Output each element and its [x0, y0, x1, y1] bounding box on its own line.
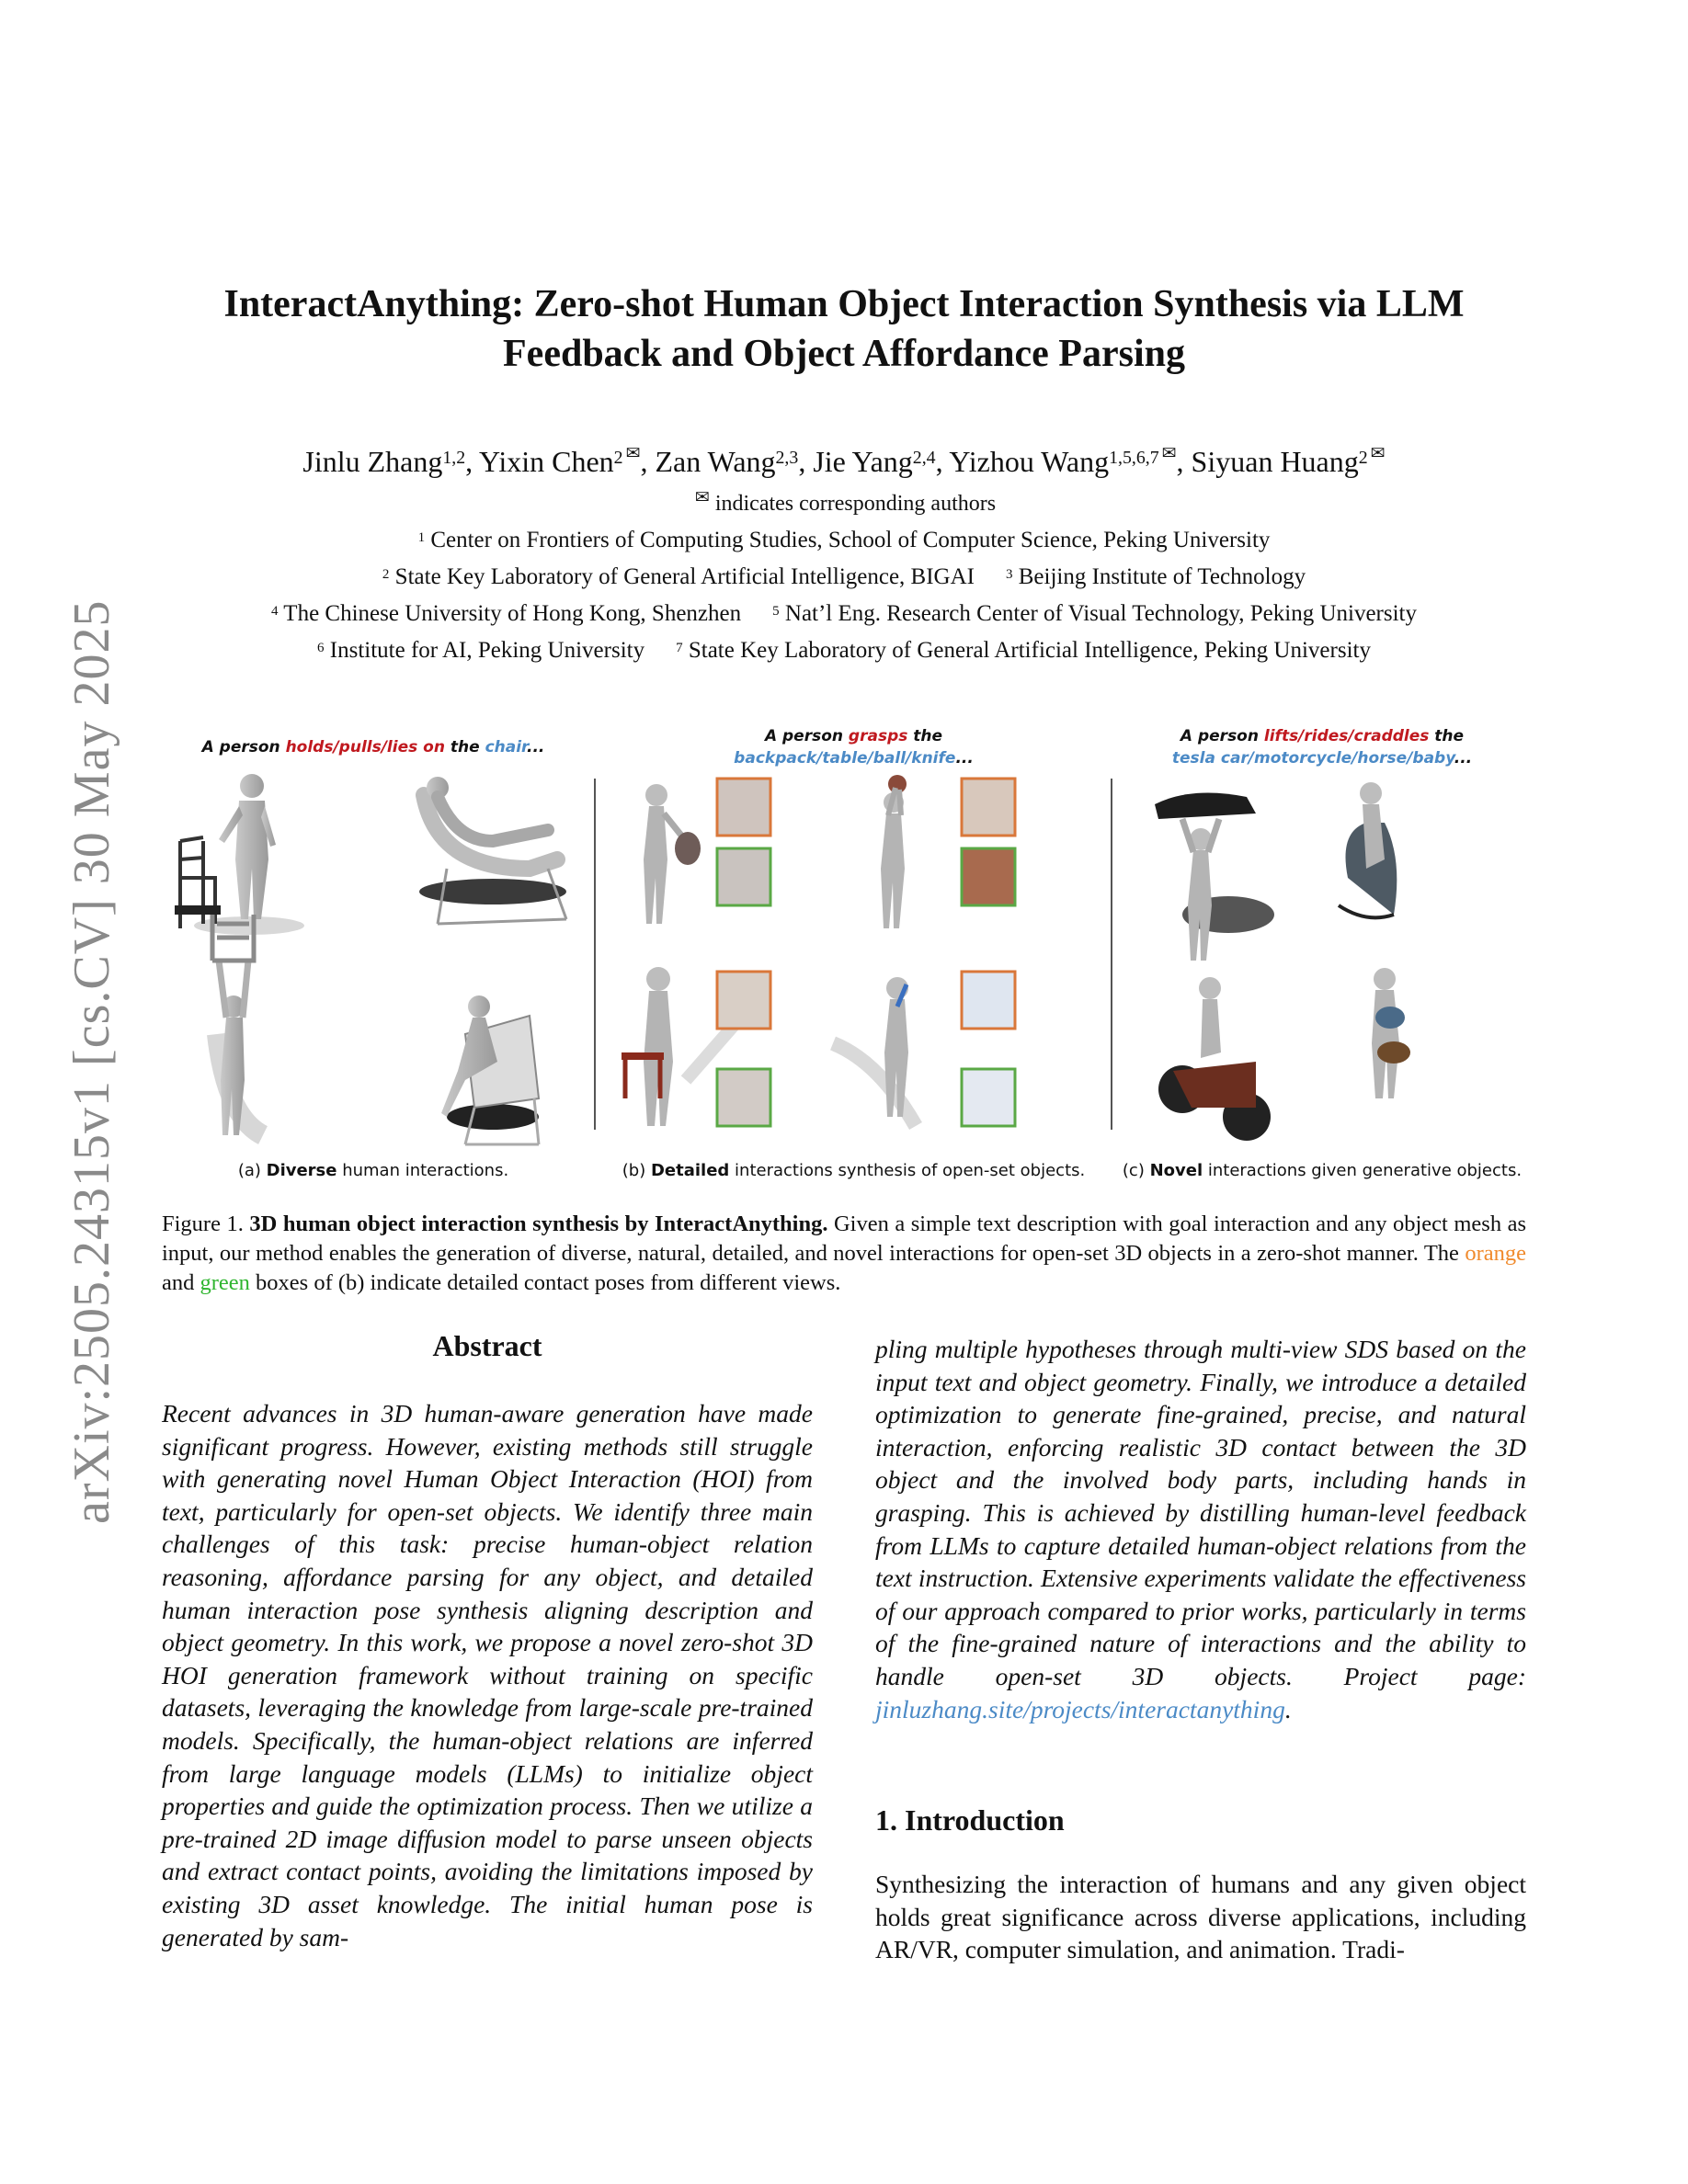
- affiliation-line-2: [129, 563, 1559, 592]
- contact-view-box-orange: [717, 779, 770, 836]
- affiliation-number: 1: [417, 530, 426, 545]
- panel-divider: [1111, 779, 1112, 1130]
- author-affiliation-number: 2: [613, 448, 623, 468]
- envelope-icon: ✉: [1370, 444, 1386, 463]
- figure-caption-bold: 3D human object interaction synthesis by InteractAnything.: [249, 1211, 828, 1236]
- envelope-icon: ✉: [625, 444, 641, 463]
- author-name: Yixin Chen: [478, 445, 614, 478]
- figure-label: Figure 1.: [162, 1211, 244, 1236]
- figure-1: [162, 727, 1526, 1190]
- affiliation-number: 2: [382, 567, 390, 582]
- corresponding-note-text: indicates corresponding authors: [714, 492, 997, 516]
- introduction-text: Synthesizing the interaction of humans and any given object holds great significance across diverse applications, including AR/VR, computer simulation, and animation. Tradi-: [875, 1870, 1526, 1964]
- author: Jie Yang$^{2,4}$,: [813, 445, 950, 478]
- corresponding-note: [129, 489, 1559, 520]
- affiliation-line-4: [129, 636, 1559, 665]
- figure-panel-c: [1118, 727, 1526, 1190]
- figure-panel-a: [162, 731, 585, 1190]
- author-name: Yizhou Wang: [949, 445, 1110, 478]
- abstract-heading: Abstract: [432, 1329, 542, 1362]
- envelope-icon: ✉: [1161, 444, 1177, 463]
- panel-divider: [594, 779, 596, 1130]
- human-figure: [1339, 782, 1397, 917]
- affiliation-text: State Key Laboratory of General Artificial Intelligence, Peking University: [682, 638, 1371, 663]
- author: Yizhou Wang$^{1,5,6,7}$ ✉,: [949, 445, 1191, 478]
- contact-view-box-green: [962, 1069, 1015, 1126]
- human-figure: [1155, 793, 1274, 961]
- author-name: Siyuan Huang: [1191, 445, 1359, 478]
- affiliation-line-3: [129, 599, 1559, 629]
- panel-a-caption: (a) Diverse human interactions.: [237, 1161, 509, 1180]
- author-affiliation-number: 2,4: [912, 448, 936, 468]
- human-figure: [419, 777, 566, 924]
- paper-title: InteractAnything: Zero-shot Human Object Interaction Synthesis via LLM Feedback and Object Affordance Parsing: [223, 283, 1465, 375]
- affiliation-number: 3: [1005, 567, 1013, 582]
- author-name: Jinlu Zhang: [302, 445, 443, 478]
- contact-view-box-orange: [717, 972, 770, 1029]
- human-figure: [881, 775, 907, 928]
- human-figure: [441, 995, 539, 1144]
- affiliation-line-1: [129, 526, 1559, 555]
- project-page-link[interactable]: jinluzhang.site/projects/interactanything: [875, 1694, 1285, 1723]
- affiliation-text: Center on Frontiers of Computing Studies, School of Computer Science, Peking University: [425, 528, 1271, 552]
- panel-c-illustration: [1118, 731, 1526, 1163]
- author-affiliation-number: 1,5,6,7: [1109, 448, 1159, 468]
- panel-b-illustration: [603, 731, 1104, 1163]
- author-name: Jie Yang: [813, 445, 913, 478]
- envelope-icon: ✉: [694, 488, 710, 507]
- abstract-text-right: pling multiple hypotheses through multi-view SDS based on the input text and object geometry. Finally, we introduce a detailed optimization to generate fine-grained, precise, and natural interaction, enforcing realistic 3D contact between the 3D object and the involved body parts, including hands in grasping. This is achieved by distilling human-level feedback from LLMs to capture detailed human-object relations from the text instruction. Extensive experiments validate the effectiveness of our approach compared to prior works, particularly in terms of the fine-grained nature of interactions and the ability to handle open-set 3D objects. Project page: jinluzhang.site/projects/interactanything.: [875, 1335, 1526, 1723]
- arxiv-side-stamp: arXiv:2505.24315v1 [cs.CV] 30 May 2025: [63, 599, 120, 1524]
- figure-panel-b: [603, 727, 1104, 1190]
- panel-a-prompt: A person holds/pulls/lies on the chair...: [201, 738, 545, 756]
- figure-caption: Figure 1. 3D human object interaction synthesis by InteractAnything. Given a simple text description with goal interaction and any object mesh as input, our method enables the generation of diverse, natural, detailed, and novel interactions for open-set 3D objects in a zero-shot manner. The orange and green boxes of (b) indicate detailed contact poses from different views.: [162, 1211, 1527, 1295]
- human-figure: [833, 977, 916, 1126]
- author: Zan Wang$^{2,3}$,: [655, 445, 814, 478]
- contact-view-box-orange: [962, 972, 1015, 1029]
- panel-c-prompt: A person lifts/rides/craddles the tesla car/motorcycle/horse/baby...: [1171, 727, 1473, 768]
- affiliation-text: The Chinese University of Hong Kong, Shenzhen: [278, 601, 742, 626]
- human-figure: [1158, 977, 1271, 1141]
- contact-view-box-orange: [962, 779, 1015, 836]
- author-affiliation-number: 2,3: [775, 448, 799, 468]
- panel-b-prompt: A person grasps the backpack/table/ball/knife...: [734, 727, 974, 768]
- author: Yixin Chen$^2$ ✉,: [479, 445, 656, 478]
- affiliation-text: Institute for AI, Peking University: [324, 638, 645, 663]
- affiliation-number: 7: [676, 641, 683, 655]
- panel-a-illustration: [162, 731, 585, 1163]
- affiliation-text: Beijing Institute of Technology: [1012, 564, 1306, 589]
- author-list: [129, 443, 1559, 485]
- author: [1192, 445, 1386, 478]
- affiliation-number: 5: [772, 604, 780, 619]
- human-figure: [212, 915, 263, 1135]
- author-name: Zan Wang: [655, 445, 776, 478]
- panel-c-caption: (c) Novel interactions given generative objects.: [1122, 1161, 1523, 1180]
- affiliation-text: Nat’l Eng. Research Center of Visual Technology, Peking University: [779, 601, 1417, 626]
- author-affiliation-number: 1,2: [442, 448, 466, 468]
- affiliation-number: 4: [271, 604, 279, 619]
- human-figure: [644, 784, 701, 924]
- section-heading-introduction: 1. Introduction: [875, 1803, 1065, 1837]
- human-figure: [1372, 968, 1410, 1098]
- affiliation-text: State Key Laboratory of General Artificial Intelligence, BIGAI: [389, 564, 975, 589]
- author-affiliation-number: 2: [1358, 448, 1368, 468]
- contact-view-box-green: [717, 848, 770, 905]
- author: Jinlu Zhang$^{1,2}$,: [302, 445, 479, 478]
- abstract-text-left: Recent advances in 3D human-aware generation have made significant progress. However, existing methods still struggle with generating novel Human Object Interaction (HOI) from text, particularly for open-set objects. We identify three main challenges of this task: precise human-object relation reasoning, affordance parsing for any object, and detailed human interaction pose synthesis aligning description and object geometry. In this work, we propose a novel zero-shot 3D HOI generation framework without training on specific datasets, leveraging the knowledge from large-scale pre-trained models. Specifically, the human-object relations are inferred from large language models (LLMs) to initialize object properties and guide the optimization process. Then we utilize a pre-trained 2D image diffusion model to parse unseen objects and extract contact points, avoiding the limitations imposed by existing 3D asset knowledge. The initial human pose is generated by sam-: [162, 1399, 813, 1951]
- affiliation-number: 6: [317, 641, 325, 655]
- panel-b-caption: (b) Detailed interactions synthesis of open-set objects.: [622, 1161, 1086, 1180]
- contact-view-box-green: [717, 1069, 770, 1126]
- contact-view-box-green: [962, 848, 1015, 905]
